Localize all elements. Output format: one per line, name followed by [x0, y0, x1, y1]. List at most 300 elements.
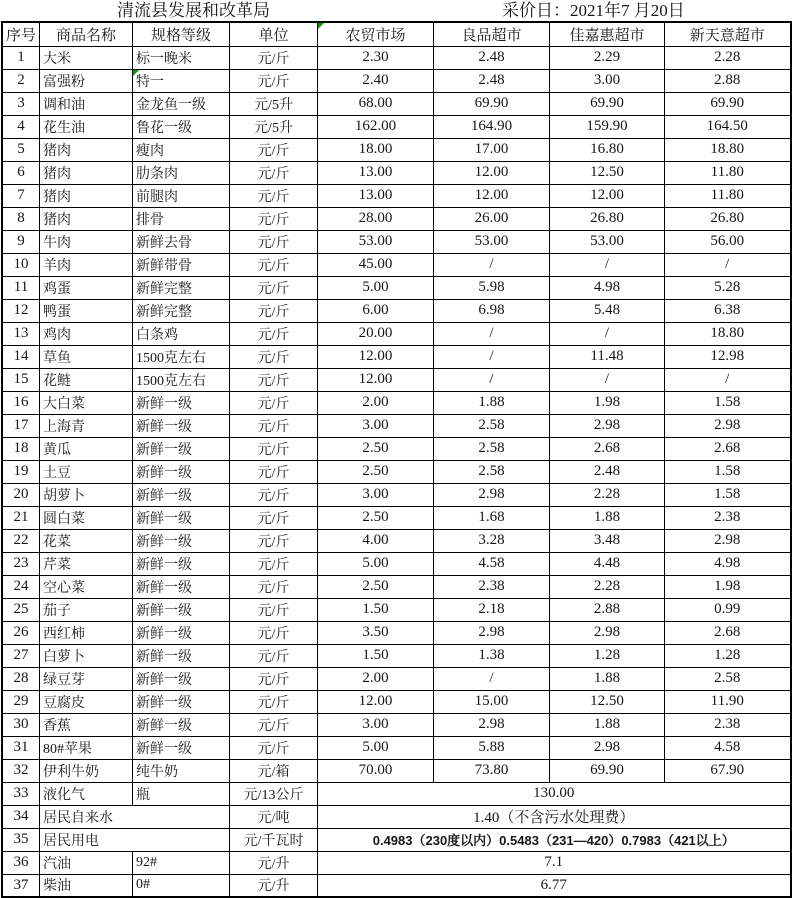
price-cell[interactable]	[434, 368, 550, 391]
row-number-cell[interactable]	[2, 483, 40, 506]
unit-cell[interactable]	[230, 345, 318, 368]
unit-cell[interactable]	[230, 828, 318, 851]
price-cell[interactable]	[318, 207, 434, 230]
product-name-cell[interactable]	[40, 46, 133, 69]
unit-cell[interactable]	[230, 874, 318, 897]
unit-cell-label: 元/5升	[254, 97, 293, 113]
price-cell[interactable]	[665, 529, 791, 552]
row-number-cell[interactable]	[2, 575, 40, 598]
price-cell[interactable]	[434, 184, 550, 207]
price-cell[interactable]	[550, 414, 665, 437]
row-number-cell[interactable]	[2, 529, 40, 552]
spec-grade-cell[interactable]	[133, 736, 230, 759]
price-cell[interactable]	[665, 368, 791, 391]
price-cell[interactable]	[550, 483, 665, 506]
price-cell[interactable]	[318, 506, 434, 529]
product-name-cell[interactable]	[40, 552, 133, 575]
unit-cell[interactable]	[230, 69, 318, 92]
row-number-cell-label: 9	[17, 233, 25, 249]
price-cell-label: 13.00	[358, 164, 393, 180]
spec-grade-cell[interactable]	[133, 414, 230, 437]
price-cell[interactable]	[434, 414, 550, 437]
merged-price-cell[interactable]	[318, 874, 791, 897]
spec-grade-cell[interactable]	[133, 184, 230, 207]
spec-grade-cell[interactable]	[133, 161, 230, 184]
price-cell-label: 4.00	[362, 532, 389, 548]
price-cell[interactable]	[434, 483, 550, 506]
price-cell[interactable]	[665, 391, 791, 414]
price-cell[interactable]	[665, 736, 791, 759]
product-name-cell[interactable]	[40, 851, 133, 874]
price-cell[interactable]	[665, 253, 791, 276]
price-cell[interactable]	[550, 299, 665, 322]
price-cell[interactable]	[434, 391, 550, 414]
price-cell[interactable]	[318, 115, 434, 138]
unit-cell[interactable]	[230, 460, 318, 483]
product-name-cell[interactable]	[40, 828, 230, 851]
price-cell[interactable]	[550, 276, 665, 299]
merged-price-cell[interactable]	[318, 851, 791, 874]
product-name-cell[interactable]	[40, 644, 133, 667]
price-cell[interactable]	[434, 345, 550, 368]
price-cell[interactable]	[318, 644, 434, 667]
row-number-cell[interactable]	[2, 782, 40, 805]
spec-grade-cell[interactable]	[133, 690, 230, 713]
price-cell[interactable]	[665, 322, 791, 345]
price-cell[interactable]	[434, 736, 550, 759]
price-cell[interactable]	[434, 575, 550, 598]
unit-cell[interactable]	[230, 138, 318, 161]
price-cell[interactable]	[665, 713, 791, 736]
price-cell[interactable]	[665, 138, 791, 161]
price-cell[interactable]	[550, 161, 665, 184]
product-name-cell[interactable]	[40, 437, 133, 460]
price-cell[interactable]	[318, 299, 434, 322]
spec-grade-cell[interactable]	[133, 368, 230, 391]
product-name-cell[interactable]	[40, 782, 133, 805]
product-name-cell[interactable]	[40, 322, 133, 345]
spec-grade-cell[interactable]	[133, 598, 230, 621]
row-number-cell[interactable]	[2, 299, 40, 322]
product-name-cell[interactable]	[40, 713, 133, 736]
merged-price-cell[interactable]	[318, 805, 791, 828]
product-name-cell[interactable]	[40, 299, 133, 322]
price-cell[interactable]	[318, 621, 434, 644]
row-number-cell[interactable]	[2, 368, 40, 391]
price-cell[interactable]	[318, 598, 434, 621]
spec-grade-cell-label: 新鲜一级	[136, 419, 193, 435]
spec-grade-cell[interactable]	[133, 782, 230, 805]
row-number-cell[interactable]	[2, 644, 40, 667]
unit-cell[interactable]	[230, 322, 318, 345]
product-name-cell[interactable]	[40, 460, 133, 483]
spec-grade-cell[interactable]	[133, 851, 230, 874]
product-name-cell[interactable]	[40, 759, 133, 782]
row-number-cell[interactable]	[2, 874, 40, 897]
unit-cell-label: 元/斤	[257, 580, 290, 596]
row-number-cell[interactable]	[2, 828, 40, 851]
unit-cell[interactable]	[230, 805, 318, 828]
row-number-cell[interactable]	[2, 552, 40, 575]
price-cell[interactable]	[318, 414, 434, 437]
product-name-cell[interactable]	[40, 874, 133, 897]
price-cell[interactable]	[550, 92, 665, 115]
product-name-cell[interactable]	[40, 529, 133, 552]
product-name-cell[interactable]	[40, 598, 133, 621]
price-cell[interactable]	[318, 184, 434, 207]
price-cell[interactable]	[550, 759, 665, 782]
price-cell[interactable]	[550, 46, 665, 69]
unit-cell[interactable]	[230, 276, 318, 299]
product-name-cell[interactable]	[40, 92, 133, 115]
spec-grade-cell[interactable]	[133, 230, 230, 253]
spec-grade-cell[interactable]	[133, 253, 230, 276]
unit-cell[interactable]	[230, 759, 318, 782]
price-cell[interactable]	[434, 598, 550, 621]
row-number-cell[interactable]	[2, 506, 40, 529]
price-cell[interactable]	[665, 230, 791, 253]
price-cell[interactable]	[550, 207, 665, 230]
column-header-6[interactable]	[550, 22, 665, 46]
price-cell[interactable]	[434, 230, 550, 253]
unit-cell[interactable]	[230, 575, 318, 598]
price-cell[interactable]	[550, 598, 665, 621]
price-cell[interactable]	[550, 368, 665, 391]
price-cell[interactable]	[550, 184, 665, 207]
row-number-cell[interactable]	[2, 230, 40, 253]
row-number-cell[interactable]	[2, 253, 40, 276]
price-cell[interactable]	[318, 736, 434, 759]
column-header-4[interactable]	[318, 22, 434, 46]
spec-grade-cell[interactable]	[133, 276, 230, 299]
price-cell[interactable]	[434, 138, 550, 161]
spec-grade-cell[interactable]	[133, 138, 230, 161]
unit-cell[interactable]	[230, 161, 318, 184]
spec-grade-cell[interactable]	[133, 115, 230, 138]
unit-cell[interactable]	[230, 782, 318, 805]
price-cell[interactable]	[665, 644, 791, 667]
column-header-7[interactable]	[665, 22, 791, 46]
unit-cell[interactable]	[230, 667, 318, 690]
price-cell[interactable]	[665, 667, 791, 690]
product-name-cell[interactable]	[40, 483, 133, 506]
product-name-cell[interactable]	[40, 690, 133, 713]
spec-grade-cell[interactable]	[133, 207, 230, 230]
price-cell[interactable]	[318, 368, 434, 391]
spec-grade-cell[interactable]	[133, 437, 230, 460]
price-cell[interactable]	[318, 437, 434, 460]
product-name-cell[interactable]	[40, 138, 133, 161]
price-cell[interactable]	[434, 276, 550, 299]
price-cell[interactable]	[318, 253, 434, 276]
price-cell[interactable]	[318, 529, 434, 552]
spec-grade-cell[interactable]	[133, 391, 230, 414]
price-cell[interactable]	[318, 345, 434, 368]
unit-cell[interactable]	[230, 851, 318, 874]
price-cell[interactable]	[550, 391, 665, 414]
row-number-cell[interactable]	[2, 184, 40, 207]
row-number-cell[interactable]	[2, 46, 40, 69]
price-cell[interactable]	[434, 92, 550, 115]
spec-grade-cell[interactable]	[133, 713, 230, 736]
unit-cell[interactable]	[230, 115, 318, 138]
price-cell[interactable]	[434, 644, 550, 667]
spec-grade-cell[interactable]	[133, 46, 230, 69]
price-cell[interactable]	[318, 552, 434, 575]
product-name-cell[interactable]	[40, 69, 133, 92]
price-cell[interactable]	[434, 667, 550, 690]
price-cell[interactable]	[550, 322, 665, 345]
product-name-cell[interactable]	[40, 736, 133, 759]
unit-cell[interactable]	[230, 598, 318, 621]
price-cell[interactable]	[434, 207, 550, 230]
price-cell[interactable]	[665, 621, 791, 644]
unit-cell[interactable]	[230, 483, 318, 506]
row-number-cell[interactable]	[2, 276, 40, 299]
row-number-cell[interactable]	[2, 759, 40, 782]
unit-cell[interactable]	[230, 391, 318, 414]
column-header-5[interactable]	[434, 22, 550, 46]
row-number-cell[interactable]	[2, 115, 40, 138]
row-number-cell[interactable]	[2, 92, 40, 115]
unit-cell[interactable]	[230, 621, 318, 644]
price-cell[interactable]	[665, 414, 791, 437]
column-header-0[interactable]	[2, 22, 40, 46]
price-cell[interactable]	[550, 460, 665, 483]
spec-grade-cell[interactable]	[133, 69, 230, 92]
row-number-cell[interactable]	[2, 713, 40, 736]
price-cell[interactable]	[550, 667, 665, 690]
spec-grade-cell-label: 新鲜一级	[136, 442, 193, 458]
unit-cell[interactable]	[230, 414, 318, 437]
unit-cell[interactable]	[230, 529, 318, 552]
spec-grade-cell[interactable]	[133, 874, 230, 897]
price-cell[interactable]	[550, 138, 665, 161]
spec-grade-cell[interactable]	[133, 759, 230, 782]
price-cell[interactable]	[550, 345, 665, 368]
price-cell[interactable]	[434, 69, 550, 92]
unit-cell[interactable]	[230, 713, 318, 736]
row-number-cell[interactable]	[2, 460, 40, 483]
price-cell[interactable]	[550, 529, 665, 552]
price-cell[interactable]	[550, 690, 665, 713]
unit-cell[interactable]	[230, 736, 318, 759]
spec-grade-cell[interactable]	[133, 299, 230, 322]
unit-cell[interactable]	[230, 690, 318, 713]
product-name-cell[interactable]	[40, 621, 133, 644]
price-cell[interactable]	[665, 437, 791, 460]
price-cell[interactable]	[665, 69, 791, 92]
row-number-cell[interactable]	[2, 805, 40, 828]
product-name-cell[interactable]	[40, 368, 133, 391]
product-name-cell[interactable]	[40, 805, 230, 828]
price-cell[interactable]	[318, 690, 434, 713]
product-name-cell[interactable]	[40, 667, 133, 690]
price-cell[interactable]	[318, 69, 434, 92]
product-name-cell[interactable]	[40, 575, 133, 598]
price-cell[interactable]	[434, 621, 550, 644]
product-name-cell[interactable]	[40, 276, 133, 299]
price-cell[interactable]	[550, 230, 665, 253]
price-cell[interactable]	[665, 115, 791, 138]
price-cell[interactable]	[665, 92, 791, 115]
product-name-cell[interactable]	[40, 391, 133, 414]
price-cell[interactable]	[434, 437, 550, 460]
unit-cell[interactable]	[230, 368, 318, 391]
row-number-cell[interactable]	[2, 322, 40, 345]
unit-cell-label: 元/斤	[257, 626, 290, 642]
product-name-cell[interactable]	[40, 506, 133, 529]
column-header-3[interactable]	[230, 22, 318, 46]
unit-cell[interactable]	[230, 46, 318, 69]
spec-grade-cell[interactable]	[133, 621, 230, 644]
spec-grade-cell-label: 1500克左右	[136, 350, 207, 366]
price-cell[interactable]	[318, 322, 434, 345]
price-cell[interactable]	[665, 184, 791, 207]
row-number-cell[interactable]	[2, 667, 40, 690]
spec-grade-cell[interactable]	[133, 644, 230, 667]
price-cell[interactable]	[665, 299, 791, 322]
unit-cell[interactable]	[230, 437, 318, 460]
product-name-cell[interactable]	[40, 161, 133, 184]
price-cell[interactable]	[318, 391, 434, 414]
product-name-cell[interactable]	[40, 115, 133, 138]
price-cell[interactable]	[665, 759, 791, 782]
product-name-cell[interactable]	[40, 207, 133, 230]
row-number-cell[interactable]	[2, 138, 40, 161]
product-name-cell[interactable]	[40, 414, 133, 437]
price-cell[interactable]	[550, 437, 665, 460]
row-number-cell[interactable]	[2, 851, 40, 874]
price-cell[interactable]	[550, 575, 665, 598]
unit-cell[interactable]	[230, 644, 318, 667]
price-cell[interactable]	[550, 621, 665, 644]
price-cell[interactable]	[434, 690, 550, 713]
price-cell[interactable]	[434, 161, 550, 184]
spec-grade-cell[interactable]	[133, 506, 230, 529]
price-cell[interactable]	[318, 46, 434, 69]
unit-cell[interactable]	[230, 552, 318, 575]
spec-grade-cell[interactable]	[133, 345, 230, 368]
row-number-cell[interactable]	[2, 598, 40, 621]
price-cell[interactable]	[434, 115, 550, 138]
row-number-cell[interactable]	[2, 391, 40, 414]
price-cell[interactable]	[665, 161, 791, 184]
price-cell[interactable]	[318, 483, 434, 506]
product-name-cell[interactable]	[40, 345, 133, 368]
price-cell[interactable]	[550, 713, 665, 736]
price-cell[interactable]	[434, 322, 550, 345]
unit-cell[interactable]	[230, 230, 318, 253]
price-cell[interactable]	[665, 506, 791, 529]
column-header-2[interactable]	[133, 22, 230, 46]
price-cell[interactable]	[434, 460, 550, 483]
spec-grade-cell-label: 新鲜一级	[136, 580, 193, 596]
row-number-cell[interactable]	[2, 414, 40, 437]
product-name-cell[interactable]	[40, 184, 133, 207]
unit-cell[interactable]	[230, 207, 318, 230]
row-number-cell[interactable]	[2, 161, 40, 184]
merged-price-cell[interactable]	[318, 828, 791, 851]
price-cell[interactable]	[665, 575, 791, 598]
spec-grade-cell[interactable]	[133, 483, 230, 506]
row-number-cell[interactable]	[2, 690, 40, 713]
price-cell[interactable]	[550, 644, 665, 667]
price-cell[interactable]	[434, 253, 550, 276]
price-cell[interactable]	[434, 299, 550, 322]
price-cell[interactable]	[665, 207, 791, 230]
price-cell[interactable]	[434, 759, 550, 782]
price-cell[interactable]	[318, 713, 434, 736]
row-number-cell[interactable]	[2, 69, 40, 92]
spec-grade-cell[interactable]	[133, 667, 230, 690]
merged-price-cell[interactable]	[318, 782, 791, 805]
price-cell[interactable]	[665, 552, 791, 575]
price-cell[interactable]	[434, 713, 550, 736]
spec-grade-cell[interactable]	[133, 552, 230, 575]
price-cell[interactable]	[550, 253, 665, 276]
price-cell[interactable]	[550, 115, 665, 138]
row-number-cell[interactable]	[2, 207, 40, 230]
price-cell[interactable]	[550, 736, 665, 759]
spec-grade-cell[interactable]	[133, 575, 230, 598]
unit-cell[interactable]	[230, 184, 318, 207]
row-number-cell-label: 30	[13, 716, 29, 732]
unit-cell[interactable]	[230, 506, 318, 529]
price-cell[interactable]	[434, 506, 550, 529]
spec-grade-cell[interactable]	[133, 529, 230, 552]
column-header-1[interactable]	[40, 22, 133, 46]
spec-grade-cell[interactable]	[133, 460, 230, 483]
price-cell[interactable]	[434, 529, 550, 552]
price-cell-label: 2.48	[478, 72, 505, 88]
price-cell[interactable]	[318, 92, 434, 115]
row-number-cell[interactable]	[2, 621, 40, 644]
row-number-cell[interactable]	[2, 437, 40, 460]
unit-cell[interactable]	[230, 92, 318, 115]
price-cell[interactable]	[550, 552, 665, 575]
price-cell-label: 2.58	[478, 463, 505, 479]
row-number-cell[interactable]	[2, 736, 40, 759]
unit-cell[interactable]	[230, 299, 318, 322]
price-cell[interactable]	[550, 506, 665, 529]
price-cell[interactable]	[665, 460, 791, 483]
price-cell[interactable]	[318, 230, 434, 253]
price-cell[interactable]	[665, 46, 791, 69]
price-cell[interactable]	[318, 460, 434, 483]
price-cell[interactable]	[665, 345, 791, 368]
price-cell[interactable]	[665, 598, 791, 621]
spec-grade-cell[interactable]	[133, 92, 230, 115]
price-cell[interactable]	[665, 483, 791, 506]
price-cell[interactable]	[318, 161, 434, 184]
price-cell[interactable]	[318, 276, 434, 299]
spec-grade-cell[interactable]	[133, 322, 230, 345]
row-number-cell[interactable]	[2, 345, 40, 368]
price-cell[interactable]	[318, 575, 434, 598]
price-cell[interactable]	[665, 276, 791, 299]
price-cell[interactable]	[434, 552, 550, 575]
price-cell[interactable]	[434, 46, 550, 69]
price-cell[interactable]	[318, 138, 434, 161]
product-name-cell[interactable]	[40, 230, 133, 253]
price-cell[interactable]	[318, 667, 434, 690]
price-cell[interactable]	[550, 69, 665, 92]
price-cell[interactable]	[318, 759, 434, 782]
product-name-cell[interactable]	[40, 253, 133, 276]
unit-cell[interactable]	[230, 253, 318, 276]
price-cell[interactable]	[665, 690, 791, 713]
